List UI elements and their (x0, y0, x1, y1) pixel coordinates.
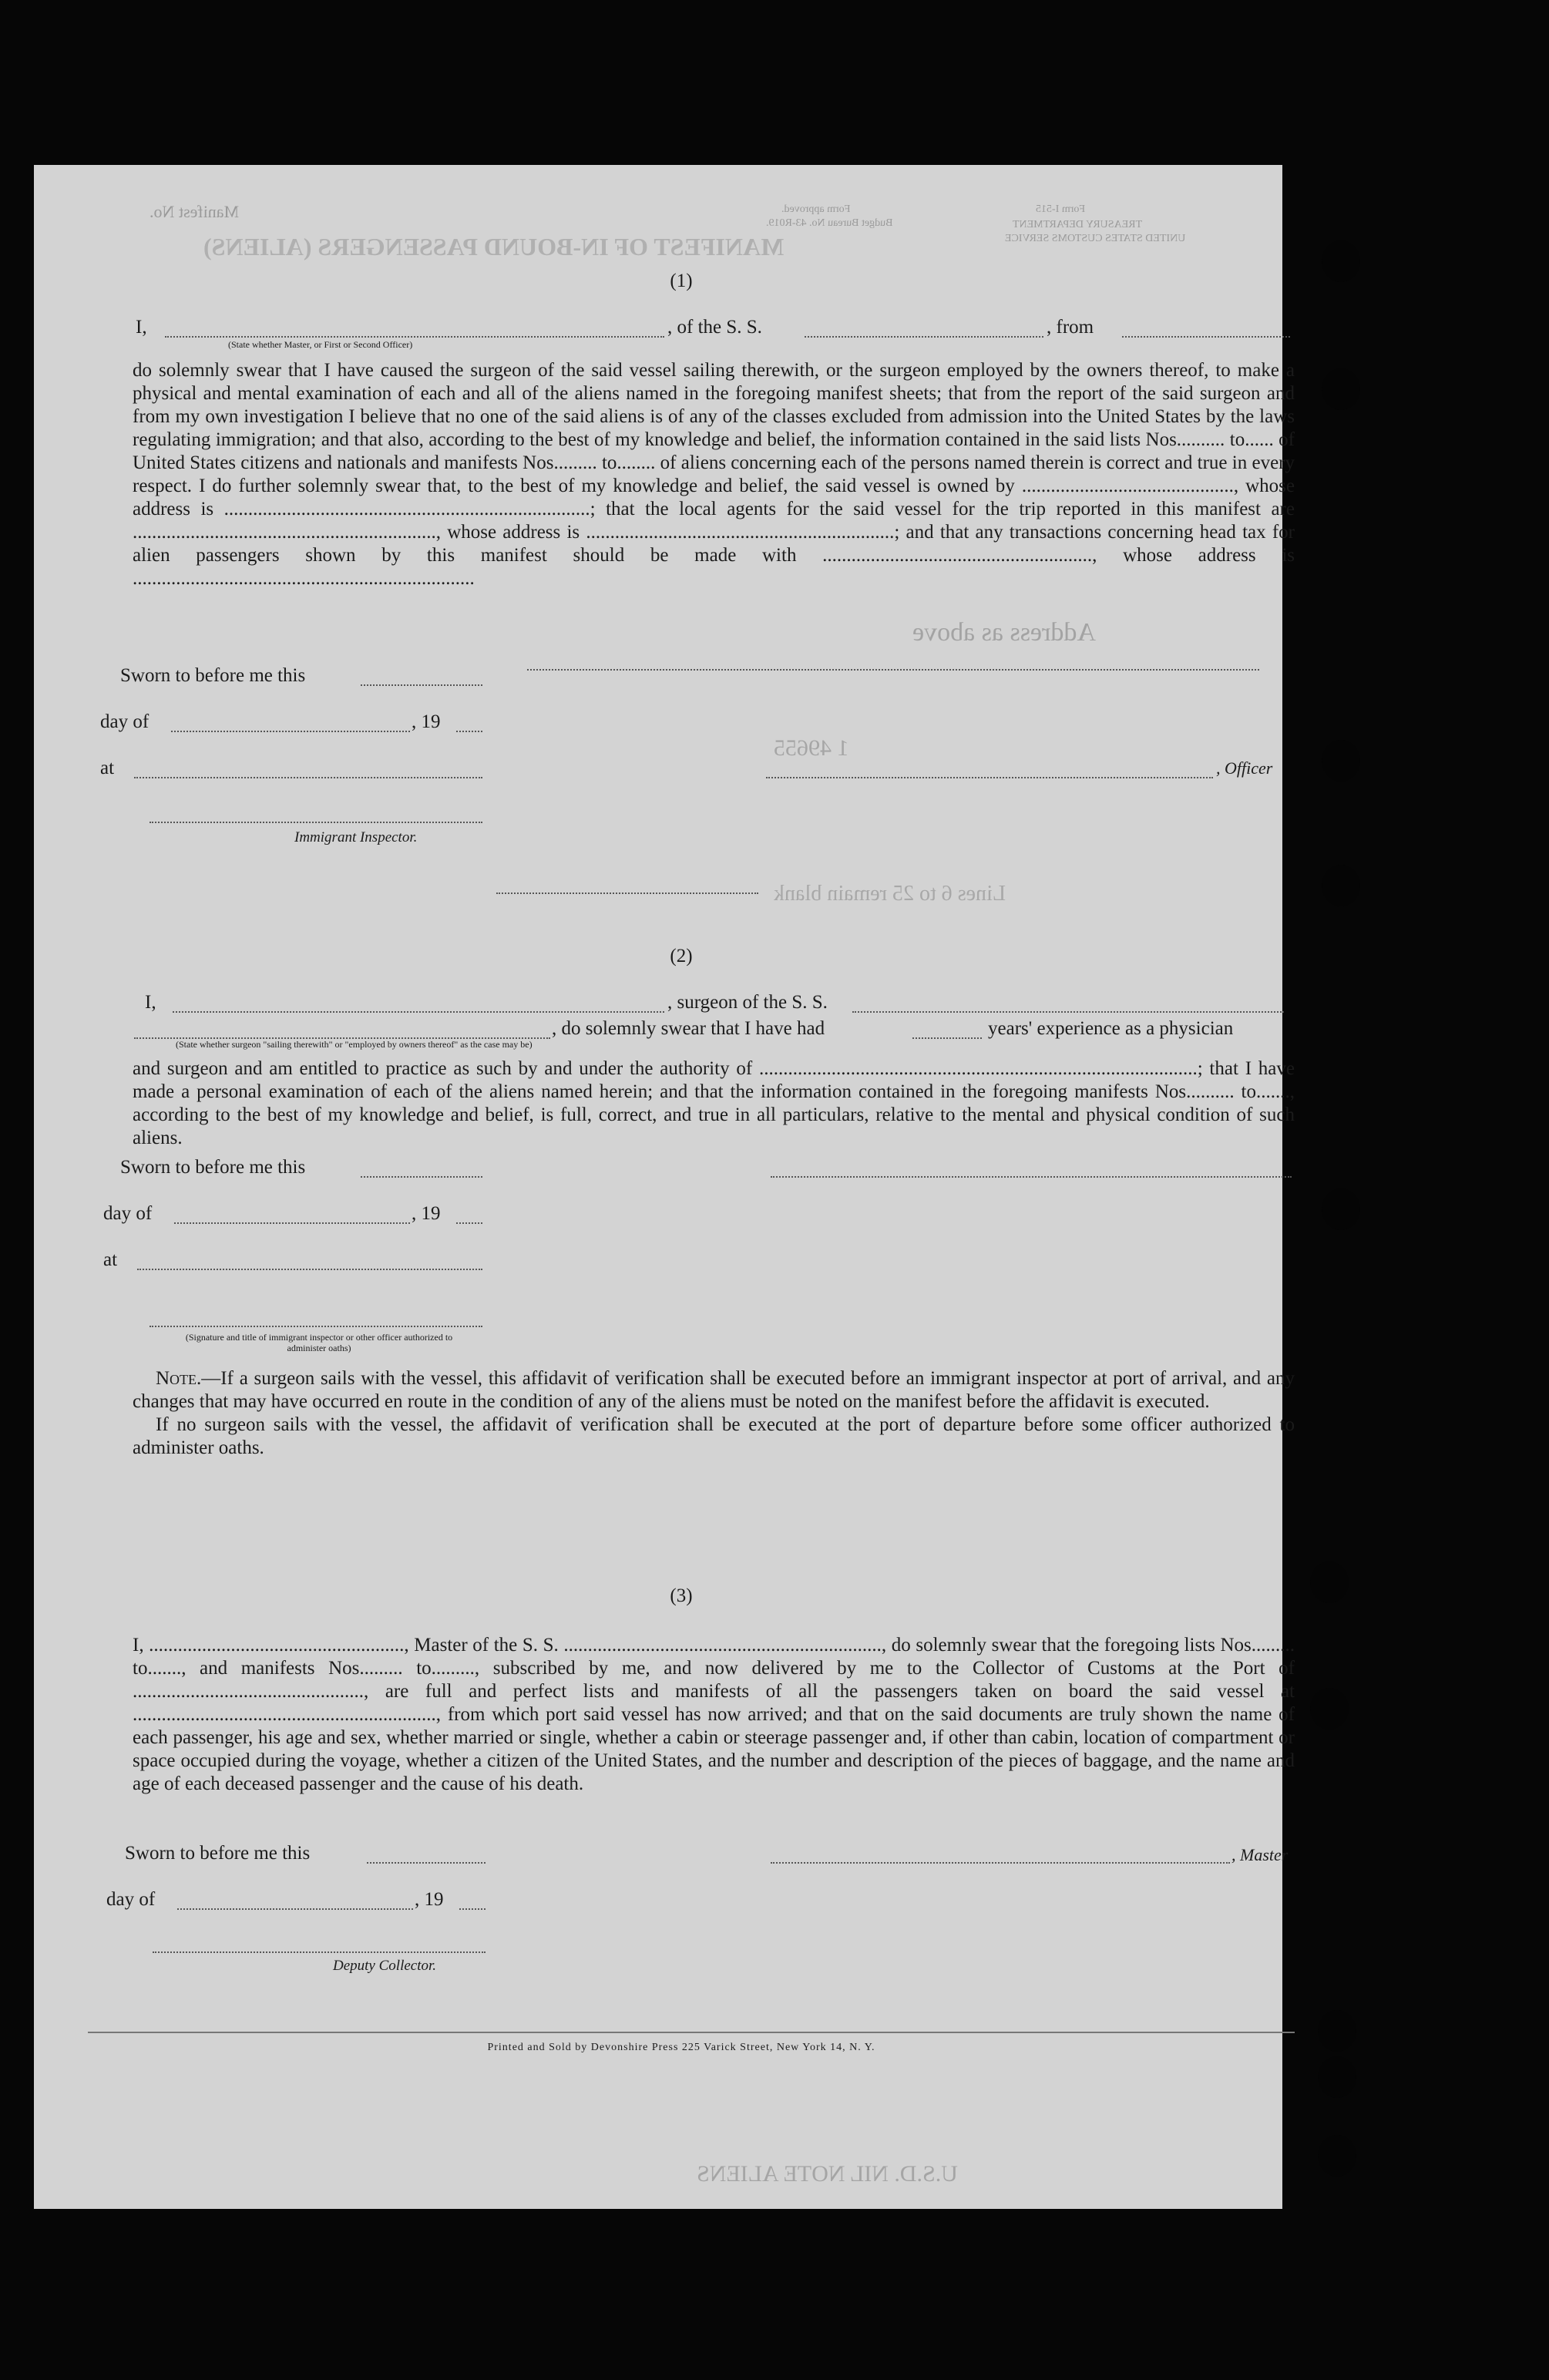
note-label: Note. (156, 1368, 202, 1389)
footer-rule (88, 2032, 1295, 2033)
sec3-sworn-blank (367, 1862, 486, 1864)
binder-hole (1310, 1561, 1349, 1603)
sec2-name-blank (173, 1011, 664, 1013)
bleed-form-no: Form I-515 (1036, 203, 1086, 215)
sec1-inspector: Immigrant Inspector. (294, 829, 418, 845)
sec2-officer-blank (150, 1326, 482, 1327)
bleed-doc-title: MANIFEST OF IN-BOUND PASSENGERS (ALIENS) (203, 233, 785, 261)
sec2-year-blank (456, 1222, 482, 1224)
sec1-at: at (100, 758, 115, 778)
sec2-note (133, 1367, 1295, 1460)
binder-hole (1310, 1688, 1349, 1730)
sec2-at: at (103, 1249, 118, 1270)
sec2-year: , 19 (412, 1203, 441, 1224)
sec2-vessel-blank (852, 1011, 1284, 1013)
binder-hole (1318, 2010, 1356, 2052)
binder-hole (1322, 740, 1360, 782)
sec3-deputy-blank (153, 1951, 486, 1953)
binder-hole (1322, 865, 1360, 906)
sec1-name-blank (165, 336, 664, 338)
bleed-budget-bureau: Budget Bureau No. 43-R019. (766, 217, 893, 229)
sec1-sig-blank (527, 669, 1259, 671)
bleed-bottom: U.S.D. NIL NOTE ALIENS (697, 2161, 958, 2187)
sec2-swear: , do solemnly swear that I have had (552, 1018, 825, 1039)
sec1-from: , from (1047, 317, 1094, 338)
sec3-sig-blank (771, 1862, 1230, 1864)
sec2-body (133, 1057, 1295, 1150)
sec2-sig-blank (771, 1176, 1292, 1178)
sec3-master: , Master (1231, 1845, 1289, 1864)
sec3-year-blank (459, 1908, 486, 1910)
sec1-day-of: day of (100, 711, 150, 732)
sec2-note2: If no surgeon sails with the vessel, the affidavit of verification shall be executed at the port of departure before some officer authorized to administer oaths. (133, 1414, 1295, 1458)
bleed-address: Address as above (912, 618, 1096, 647)
sec1-caption: (State whether Master, or First or Second Officer) (228, 339, 413, 350)
binder-hole (1322, 1188, 1360, 1230)
sec2-i: I, (145, 992, 156, 1013)
binder-hole (1318, 2056, 1356, 2098)
sec3-body (133, 1634, 1295, 1796)
binder-hole (1322, 368, 1360, 410)
sec1-body (133, 359, 1295, 590)
sec2-day-of: day of (103, 1203, 153, 1224)
sec1-extra-blank (496, 892, 758, 894)
section-2-number: (2) (670, 946, 693, 966)
sec1-day-blank (171, 731, 410, 732)
sec1-body-text: do solemnly swear that I have caused the surgeon of the said vessel sailing therewith, or the surgeon employed by the owners thereof, to make a physical and mental examination of each and all of the aliens named in the foregoing manifest sheets; that from the report of the said surgeon and from my own investigation I believe that no one of the said aliens is of any of the classes excluded from admission into the United States by the laws regulating immigration; and that also, according to the best of my knowledge and belief, the information contained in the said lists Nos.......... to...... of United States citizens and nationals and manifests Nos......... to........ of aliens concerning each of the persons named therein is correct and true in every respect. I do further solemnly swear that, to the best of my knowledge and belief, the said vessel is owned by ............................................, whose address is ............................................................................; that the local agents for the said vessel for the trip reported in this manifest are ..............................................................., whose address is ................................................................; and that any transactions concerning head tax for alien passengers shown by this manifest should be made with ........................................................, whose address is ....................................................................... (133, 360, 1295, 589)
sec2-day-blank (174, 1222, 410, 1224)
sec3-day-blank (177, 1908, 413, 1910)
sec1-year: , 19 (412, 711, 441, 732)
sec2-sworn: Sworn to before me this (120, 1157, 306, 1178)
sec1-sworn-blank (361, 684, 482, 686)
sec1-of-ss: , of the S. S. (667, 317, 762, 338)
manifest-sheet (34, 165, 1295, 2209)
sec2-surgeon-of: , surgeon of the S. S. (667, 992, 828, 1013)
binder-hole (1318, 2135, 1356, 2177)
bleed-service: UNITED STATES CUSTOMS SERVICE (1005, 233, 1186, 244)
bleed-lines: Lines 6 to 25 remain blank (774, 882, 1006, 906)
sec2-caption: (State whether surgeon "sailing therewith" or "employed by owners thereof" as the case may be) (176, 1039, 533, 1050)
sec2-sworn-blank (361, 1176, 482, 1178)
sec2-experience: years' experience as a physician (988, 1018, 1234, 1039)
sec3-day-of: day of (106, 1889, 156, 1910)
sec2-years-blank (912, 1037, 982, 1039)
sec1-from-blank (1122, 336, 1290, 338)
section-3-number: (3) (670, 1585, 693, 1606)
sec2-sig-caption: (Signature and title of immigrant inspector or other officer authorized to administer oaths) (185, 1332, 453, 1353)
sec1-at-blank (134, 777, 482, 778)
sec2-body-text: and surgeon and am entitled to practice as such by and under the authority of ...........................................................................................; that I have made a personal examination of each of the aliens named herein; and that the information contained in the foregoing manifests Nos.......... to......., according to the best of my knowledge and belief, is full, correct, and true in all particulars, relative to the mental and physical condition of such aliens. (133, 1058, 1295, 1148)
bleed-number: 1 49655 (774, 735, 849, 761)
section-1-number: (1) (670, 271, 693, 291)
sec3-deputy: Deputy Collector. (333, 1958, 437, 1974)
sec1-i: I, (136, 317, 147, 338)
sec1-sworn: Sworn to before me this (120, 665, 306, 686)
sec1-officer: , Officer (1216, 758, 1273, 778)
sec3-sworn: Sworn to before me this (125, 1843, 311, 1864)
bleed-form-approved: Form approved. (781, 203, 851, 215)
sec1-vessel-blank (805, 336, 1043, 338)
sec1-inspector-blank (150, 822, 482, 823)
binder-hole (1322, 240, 1360, 282)
sec2-at-blank (137, 1269, 482, 1270)
sec3-year: , 19 (415, 1889, 444, 1910)
sec1-officer-blank (766, 777, 1213, 778)
bleed-department: TREASURY DEPARTMENT (1013, 219, 1143, 230)
printer-credit: Printed and Sold by Devonshire Press 225 Varick Street, New York 14, N. Y. (487, 2042, 875, 2053)
sec3-body-text: I, ....................................................., Master of the S. S. .................................................................., do solemnly swear that the foregoing lists Nos......... to......., and manifests Nos......... to........., subscribed by me, and now delivered by me to the Collector of Customs at the Port of ................................................, are full and perfect lists and manifests of all the passengers taken on board the said vessel at ..............................................................., from which port said vessel has now arrived; and that on the said documents are truly shown the name of each passenger, his age and sex, whether married or single, whether a cabin or steerage passenger and, if other than cabin, location of compartment or space occupied during the voyage, whether a citizen of the United States, and the number and description of the pieces of baggage, and the name and age of each deceased passenger and the cause of his death. (133, 1635, 1295, 1794)
sec2-note-paragraph (133, 1367, 1295, 1414)
sec1-year-blank (456, 731, 482, 732)
bleed-manifest-no: Manifest No. (150, 202, 240, 221)
note-text: —If a surgeon sails with the vessel, this affidavit of verification shall be executed before an immigrant inspector at port of arrival, and any changes that may have occurred en route in the condition of any of the aliens must be noted on the manifest before the affidavit is executed. (133, 1368, 1295, 1412)
